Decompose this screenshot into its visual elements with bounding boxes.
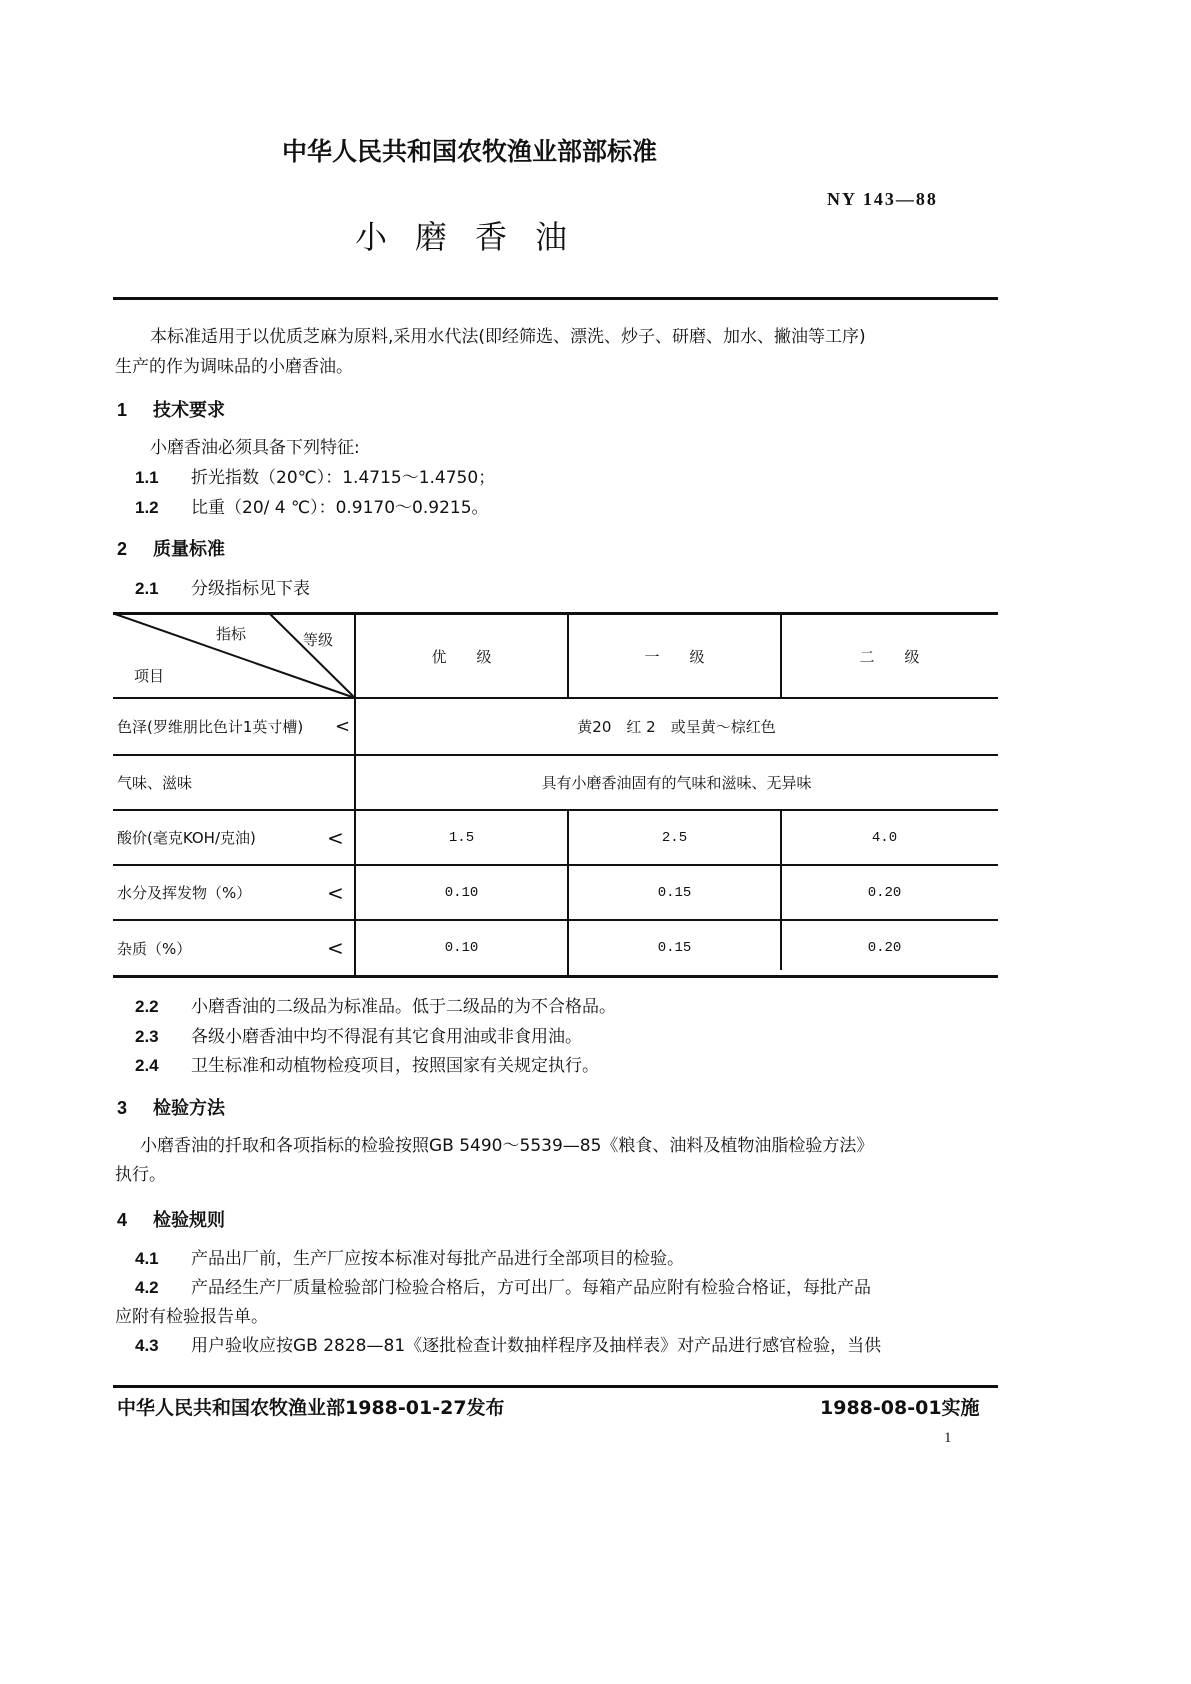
clause-number: 4.3 (135, 1336, 159, 1355)
clause-1-1 (135, 463, 495, 493)
section-3-heading (117, 1094, 225, 1120)
clause-number: 2.4 (135, 1056, 159, 1075)
issued-date: 中华人民共和国农牧渔业部1988-01-27发布 (117, 1397, 505, 1419)
clause-text: 小磨香油的二级品为标准品。低于二级品的为不合格品。 (191, 997, 616, 1017)
clause-text: 卫生标准和动植物检疫项目，按照国家有关规定执行。 (191, 1056, 599, 1076)
column-header-premium: 优 级 (431, 647, 492, 666)
footer-divider (113, 1385, 998, 1388)
cell-acid-second: 4.0 (871, 829, 898, 846)
clause-text: 产品经生产厂质量检验部门检验合格后，方可出厂。每箱产品应附有检验合格证，每批产品 (191, 1278, 871, 1298)
column-header-first: 一 级 (644, 647, 705, 666)
section-2-heading (117, 535, 225, 561)
section-3-line-2: 执行。 (115, 1165, 166, 1185)
clause-2-2 (135, 992, 616, 1022)
table-bottom-border (113, 975, 998, 978)
section-4-heading (117, 1206, 225, 1232)
clause-number: 4.2 (135, 1278, 159, 1297)
cell-acid-first: 2.5 (661, 829, 688, 846)
cell-moisture-first: 0.15 (657, 884, 692, 901)
header-divider (113, 297, 998, 300)
section-1-lead: 小磨香油必须具备下列特征: (150, 438, 360, 458)
clause-text: 用户验收应按GB 2828—81《逐批检查计数抽样程序及抽样表》对产品进行感官检验，当供 (191, 1336, 882, 1356)
clause-1-2 (135, 493, 489, 523)
clause-4-3 (135, 1331, 881, 1361)
effective-date: 1988-08-01实施 (820, 1397, 980, 1419)
row-value-color-merged: 黄20 红 2 或呈黄～棕红色 (577, 718, 776, 736)
clause-text: 比重（20/ 4 ℃）：0.9170～0.9215。 (191, 498, 489, 518)
row-operator: < (327, 936, 344, 960)
clause-text: 各级小磨香油中均不得混有其它食用油或非食用油。 (191, 1027, 582, 1047)
section-number: 4 (117, 1210, 128, 1230)
row-label-impurities: 杂质（%） (117, 939, 192, 958)
clause-number: 2.2 (135, 997, 159, 1016)
corner-indicator-label: 指标 (216, 625, 247, 643)
row-value-odor-merged: 具有小磨香油固有的气味和滋味、无异味 (541, 774, 812, 792)
cell-moisture-premium: 0.10 (444, 884, 479, 901)
document-title: 小磨香油 (355, 218, 596, 256)
corner-grade-label: 等级 (303, 631, 334, 649)
clause-number: 4.1 (135, 1249, 159, 1268)
section-title: 检验方法 (153, 1098, 225, 1119)
clause-4-2 (135, 1273, 871, 1303)
clause-number: 2.3 (135, 1027, 159, 1046)
row-operator: < (327, 880, 344, 905)
section-title: 质量标准 (153, 539, 225, 560)
cell-moisture-second: 0.20 (867, 884, 902, 901)
clause-number: 2.1 (135, 579, 159, 598)
section-number: 1 (117, 400, 128, 420)
section-title: 检验规则 (153, 1210, 225, 1231)
clause-text: 产品出厂前，生产厂应按本标准对每批产品进行全部项目的检验。 (191, 1249, 684, 1269)
section-1-heading (117, 396, 225, 422)
clause-2-1 (135, 574, 310, 604)
standard-code: NY 143—88 (827, 189, 938, 209)
clause-text: 分级指标见下表 (191, 579, 310, 599)
cell-impurities-first: 0.15 (657, 940, 692, 956)
clause-text: 折光指数（20℃）：1.4715～1.4750； (191, 468, 496, 488)
row-label-color: 色泽(罗维朋比色计1英寸槽) (117, 718, 304, 736)
clause-4-2-continuation: 应附有检验报告单。 (115, 1307, 268, 1327)
column-header-second: 二 级 (859, 647, 920, 666)
row-label-odor: 气味、滋味 (117, 774, 193, 792)
corner-item-label: 项目 (134, 667, 165, 685)
cell-acid-premium: 1.5 (448, 829, 475, 846)
clause-2-4 (135, 1051, 599, 1081)
clause-4-1 (135, 1244, 684, 1274)
clause-2-3 (135, 1022, 582, 1052)
intro-line-2: 生产的作为调味品的小磨香油。 (115, 357, 353, 377)
ministry-standard-heading: 中华人民共和国农牧渔业部部标准 (282, 137, 658, 166)
row-label-moisture: 水分及挥发物（%） (117, 884, 252, 902)
section-title: 技术要求 (153, 400, 225, 421)
cell-impurities-premium: 0.10 (444, 940, 479, 956)
clause-number: 1.1 (135, 468, 159, 487)
section-number: 2 (117, 539, 128, 559)
section-number: 3 (117, 1098, 128, 1118)
row-operator: < (335, 716, 351, 737)
clause-number: 1.2 (135, 498, 159, 517)
page-number: 1 (944, 1430, 952, 1446)
section-3-line-1: 小磨香油的扦取和各项指标的检验按照GB 5490～5539—85《粮食、油料及植物油脂检验方法》 (140, 1136, 874, 1156)
cell-impurities-second: 0.20 (867, 940, 902, 956)
row-operator: < (327, 825, 344, 850)
intro-line-1: 本标准适用于以优质芝麻为原料,采用水代法(即经筛选、漂洗、炒子、研磨、加水、撇油等工序) (150, 327, 866, 347)
row-label-acid-value: 酸价(毫克KOH/克油) (117, 829, 256, 847)
